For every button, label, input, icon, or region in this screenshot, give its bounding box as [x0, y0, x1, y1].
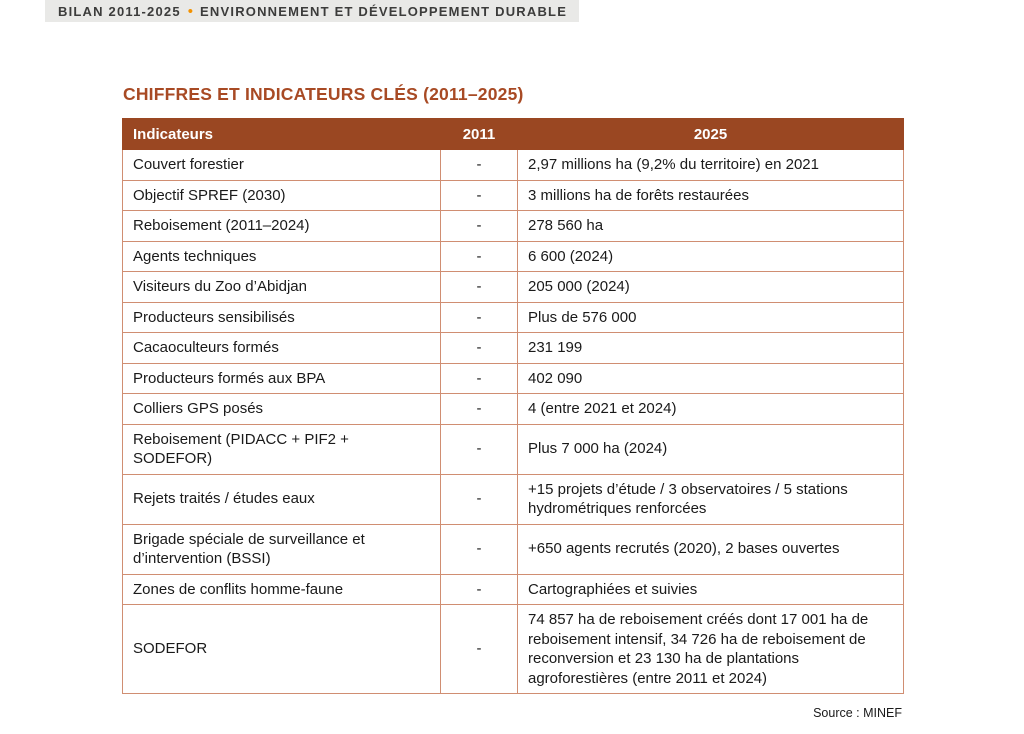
table-row	[123, 524, 904, 574]
table-row	[123, 363, 904, 394]
page-title: CHIFFRES ET INDICATEURS CLÉS (2011–2025)	[123, 84, 524, 104]
table-row	[123, 333, 904, 364]
indicator-cell: Rejets traités / études eaux	[123, 474, 441, 524]
indicator-cell: Agents techniques	[123, 241, 441, 272]
indicator-cell: Producteurs sensibilisés	[123, 302, 441, 333]
column-header-indicateurs: Indicateurs	[123, 119, 441, 150]
indicator-cell: Couvert forestier	[123, 150, 441, 181]
value-2025-cell: +650 agents recrutés (2020), 2 bases ouvertes	[518, 524, 904, 574]
running-head-banner	[45, 0, 579, 22]
table-row	[123, 605, 904, 694]
value-2011-cell: -	[441, 605, 518, 694]
value-2011-cell: -	[441, 363, 518, 394]
value-2011-cell: -	[441, 424, 518, 474]
value-2011-cell: -	[441, 180, 518, 211]
value-2025-cell: 4 (entre 2021 et 2024)	[518, 394, 904, 425]
source-note: Source : MINEF	[813, 706, 902, 720]
table-row	[123, 574, 904, 605]
banner-report-label: BILAN 2011-2025	[58, 3, 181, 19]
value-2011-cell: -	[441, 241, 518, 272]
column-header-2011: 2011	[441, 119, 518, 150]
indicator-cell: Reboisement (PIDACC + PIF2 + SODEFOR)	[123, 424, 441, 474]
indicator-cell: Cacaoculteurs formés	[123, 333, 441, 364]
indicator-cell: Reboisement (2011–2024)	[123, 211, 441, 242]
indicators-table	[122, 118, 904, 694]
value-2011-cell: -	[441, 524, 518, 574]
value-2025-cell: 74 857 ha de reboisement créés dont 17 001 ha de reboisement intensif, 34 726 ha de reboisement de reconversion et 23 130 ha de plantations agroforestières (entre 2011 et 2024)	[518, 605, 904, 694]
value-2025-cell: 231 199	[518, 333, 904, 364]
table-row	[123, 394, 904, 425]
value-2025-cell: Plus de 576 000	[518, 302, 904, 333]
indicator-cell: Zones de conflits homme-faune	[123, 574, 441, 605]
value-2025-cell: +15 projets d’étude / 3 observatoires / 5 stations hydrométriques renforcées	[518, 474, 904, 524]
value-2025-cell: Cartographiées et suivies	[518, 574, 904, 605]
value-2011-cell: -	[441, 333, 518, 364]
column-header-2025: 2025	[518, 119, 904, 150]
value-2025-cell: Plus 7 000 ha (2024)	[518, 424, 904, 474]
indicator-cell: SODEFOR	[123, 605, 441, 694]
value-2011-cell: -	[441, 474, 518, 524]
value-2025-cell: 278 560 ha	[518, 211, 904, 242]
table-header-row	[123, 119, 904, 150]
value-2011-cell: -	[441, 574, 518, 605]
table-row	[123, 474, 904, 524]
value-2011-cell: -	[441, 272, 518, 303]
indicator-cell: Visiteurs du Zoo d’Abidjan	[123, 272, 441, 303]
table-row	[123, 241, 904, 272]
indicator-cell: Producteurs formés aux BPA	[123, 363, 441, 394]
value-2025-cell: 402 090	[518, 363, 904, 394]
bullet-separator-icon: •	[187, 2, 194, 20]
table-row	[123, 302, 904, 333]
value-2011-cell: -	[441, 150, 518, 181]
table-row	[123, 180, 904, 211]
value-2025-cell: 6 600 (2024)	[518, 241, 904, 272]
indicator-cell: Colliers GPS posés	[123, 394, 441, 425]
value-2025-cell: 2,97 millions ha (9,2% du territoire) en 2021	[518, 150, 904, 181]
value-2011-cell: -	[441, 211, 518, 242]
value-2025-cell: 3 millions ha de forêts restaurées	[518, 180, 904, 211]
value-2025-cell: 205 000 (2024)	[518, 272, 904, 303]
value-2011-cell: -	[441, 302, 518, 333]
banner-section-label: ENVIRONNEMENT ET DÉVELOPPEMENT DURABLE	[200, 3, 568, 19]
indicator-cell: Brigade spéciale de surveillance et d’intervention (BSSI)	[123, 524, 441, 574]
table-row	[123, 211, 904, 242]
indicator-cell: Objectif SPREF (2030)	[123, 180, 441, 211]
table-row	[123, 424, 904, 474]
table-row	[123, 272, 904, 303]
table-row	[123, 150, 904, 181]
value-2011-cell: -	[441, 394, 518, 425]
